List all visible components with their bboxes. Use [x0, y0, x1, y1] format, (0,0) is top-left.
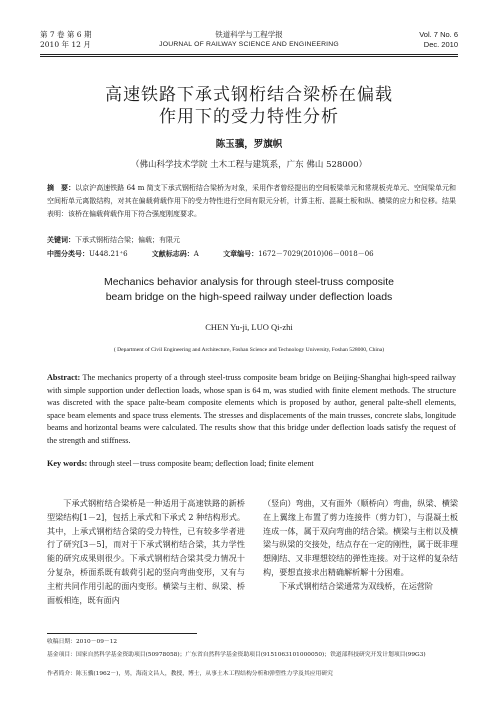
doc-code-label: 文献标志码： — [151, 250, 194, 258]
volume-issue-zh: 第 7 卷 第 6 期 — [40, 30, 92, 39]
keywords-zh — [47, 235, 456, 246]
keywords-en-text: through steel－truss composite beam; deflection load; finite element — [89, 459, 314, 468]
abstract-en — [47, 372, 456, 448]
abstract-zh — [47, 182, 456, 221]
footnote-received: 收稿日期：2010－09－12 — [47, 639, 118, 645]
title-zh — [40, 84, 458, 128]
authors-en: CHEN Yu-ji, LUO Qi-zhi — [205, 322, 293, 332]
abstract-zh-text: 以京沪高速铁路 64 m 简支下承式钢桁结合梁桥为对象，采用作者曾经提出的空间板梁单元和常规板壳单元、空间梁单元和空间桁单元离散结构，对其在偏载荷载作用下的受力特性进行空间有限元分析，计算主桁、混凝土板和纵、横梁的应力和位移。结果表明：该桥在偏载荷载作用下符合强度刚度要求。 — [47, 184, 456, 218]
classification-row — [47, 249, 456, 260]
body-column-left — [47, 497, 245, 607]
keywords-zh-text: 下承式钢桁结合梁；偏载；有限元 — [75, 236, 180, 244]
article-no-value: 1672－7029(2010)06－0018－06 — [258, 250, 374, 258]
title-zh-line-1: 高速铁路下承式钢桁结合梁桥在偏载 — [105, 85, 393, 105]
volume-issue-en: Vol. 7 No. 6 — [419, 30, 458, 39]
header-rule-thick — [40, 54, 458, 55]
affiliation-zh: （佛山科学技术学院 土木工程与建筑系，广东 佛山 528000） — [130, 160, 368, 170]
footnote-fund: 基金项目：国家自然科学基金资助项目(50978058)；广东省自然科学基金资助项目(9151063101000050)；铁道部科技研究开发计划项目(99G3) — [47, 652, 426, 658]
body-column-right — [263, 497, 458, 594]
journal-name-en: JOURNAL OF RAILWAY SCIENCE AND ENGINEERING — [159, 41, 339, 48]
body-paragraph: 下承式钢桁结合梁桥是一种适用于高速铁路的新桥型梁结构[1－2]，包括上承式和下承式 2 种结构形式。其中，上承式钢桁结合梁的受力特性，已有较多学者进行了研究[3－5]，而对于下承式钢桁结合梁，其力学性能的研究成果则很少。下承式钢桁结合梁其受力情况十分复杂，桥面系既有载荷引起的竖向弯曲变形，又有与主桁共同作用引起的面内变形。横梁与主桁、纵梁、桥面板相连，既有面内 — [47, 498, 245, 605]
keywords-en — [47, 458, 456, 470]
title-en-line-1: Mechanics behavior analysis for through steel-truss composite — [103, 276, 395, 288]
body-paragraph: 下承式钢桁结合梁通常为双线桥，在运营阶 — [279, 580, 433, 591]
affiliation-en: ( Department of Civil Engineering and Architecture, Foshan Science and Technology University, Foshan 528000, China) — [113, 347, 385, 353]
body-paragraph: （竖向）弯曲，又有面外（顺桥向）弯曲，纵梁、横梁在上翼缘上布置了剪力连接件（剪力钉），与混凝土板连成一体，属于双向弯曲的结合梁。横梁与主桁以及横梁与纵梁的交接处，结点存在一定的刚性，属于既非理想刚结、又非理想铰结的弹性连接。对于这样的复杂结构，要想直接求出精确解析解十分困难。 — [263, 498, 458, 577]
title-zh-line-2: 作用下的受力特性分析 — [159, 107, 339, 127]
header-rule-thin — [40, 56, 458, 57]
abstract-en-label: Abstract: — [47, 373, 81, 382]
clc-label: 中图分类号： — [47, 250, 89, 258]
article-no-label: 文章编号： — [223, 250, 259, 258]
title-en — [40, 275, 458, 305]
authors-zh: 陈玉骥，罗旗帜 — [215, 139, 283, 150]
date-en: Dec. 2010 — [423, 40, 458, 49]
title-en-line-2: beam bridge on the high-speed railway under deflection loads — [105, 291, 393, 303]
doc-code-value: A — [193, 250, 199, 258]
journal-name-zh: 铁道科学与工程学报 — [215, 30, 283, 39]
abstract-en-text: The mechanics property of a through steel-truss composite beam bridge on Beijing-Shanghai high-speed railway with simple supportion under deflection loads, whose span is 64 m, was studied with finite element methods. The structure was discreted with the space palte-beam composite elements which is proposed by author, general palte-shell elements, space beam elements and space truss elements. The stresses and displacements of the main trusses, concrete slabs, longitude beams and horizontal beams were calculated. The results show that this bridge under deflection loads satisfy the request of the strength and stiffness. — [47, 373, 456, 445]
running-header — [40, 30, 458, 52]
clc-value: U448.21⁺6 — [89, 250, 128, 258]
abstract-zh-label: 摘 要： — [47, 184, 76, 192]
footnote-author: 作者简介：陈玉骥(1962－)，男，海南文昌人，教授，博士，从事土木工程结构分析和弹塑性力学及其应用研究 — [47, 671, 333, 677]
keywords-en-label: Key words: — [47, 459, 88, 468]
footnote-rule — [47, 633, 197, 634]
date-zh: 2010 年 12 月 — [40, 40, 91, 49]
keywords-zh-label: 关键词： — [47, 236, 75, 244]
